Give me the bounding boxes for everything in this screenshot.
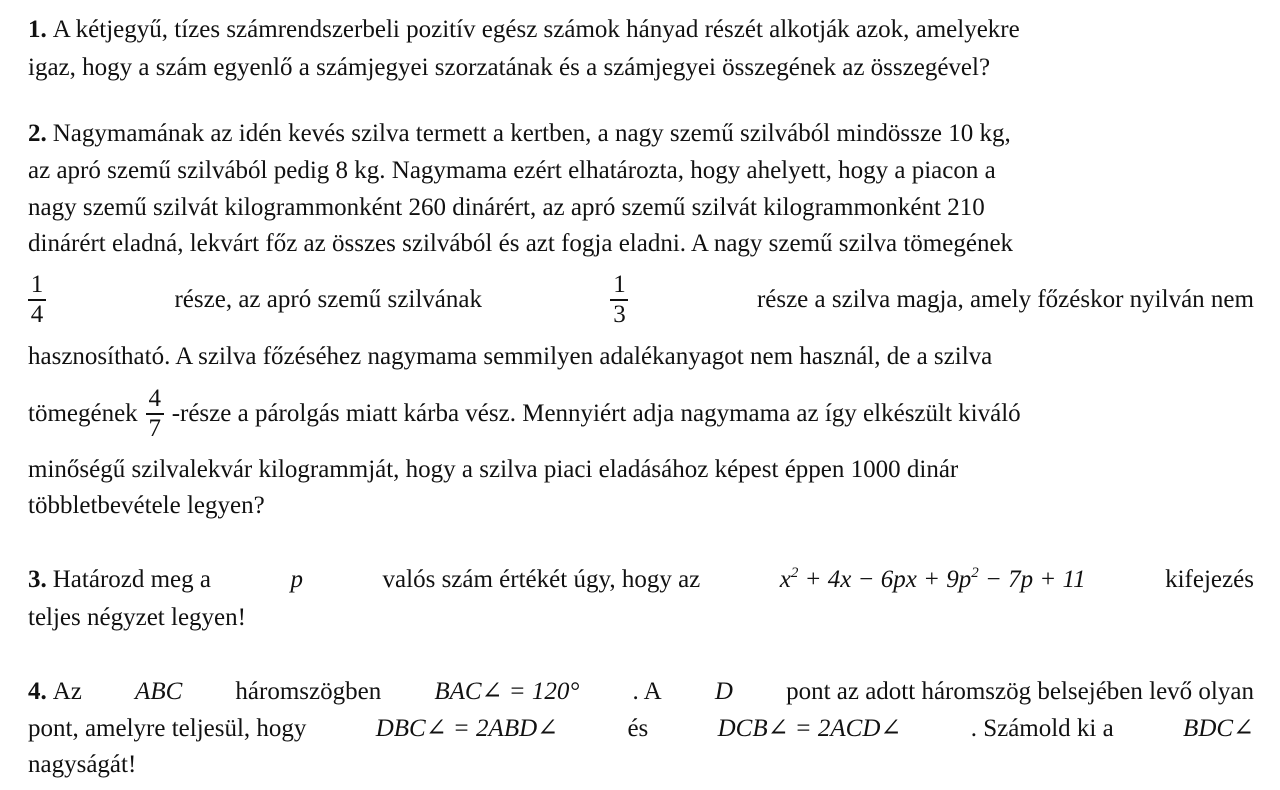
angle-bac: BAC∠ = 120° xyxy=(434,678,580,705)
problem-1-line-1 xyxy=(28,12,1254,48)
angle-bdc: BDC∠ xyxy=(1183,715,1254,742)
problem-4-line-1 xyxy=(28,674,1254,710)
problem-2-text-2: az apró szemű szilvából pedig 8 kg. Nagymama ezért elhatározta, hogy ahelyett, hogy a piacon a xyxy=(28,157,996,184)
problem-2-line-6 xyxy=(28,339,1254,375)
problem-2-text-1: Nagymamának az idén kevés szilva termett a kertben, a nagy szemű szilvából mindössze 10 kg, xyxy=(52,120,1011,147)
problem-2-line-7 xyxy=(28,376,1254,452)
problem-2-text-4: dinárért eladná, lekvárt főz az összes szilvából és azt fogja eladni. A nagy szemű szilva tömegének xyxy=(28,230,1014,257)
problem-4-text-1b: háromszögben xyxy=(235,678,382,705)
problem-2-line-3 xyxy=(28,190,1254,226)
fraction-one-third: $\frac{1}{3}$ xyxy=(610,271,628,329)
problem-2-line-8 xyxy=(28,452,1254,488)
problem-3-text-1b: valós szám értékét úgy, hogy az xyxy=(382,566,701,593)
variable-p: p xyxy=(290,566,304,593)
problem-2-text-9: többletbevétele legyen? xyxy=(28,492,265,519)
problem-2-text-3: nagy szemű szilvát kilogrammonként 260 dinárért, az apró szemű szilvát kilogrammonként 210 xyxy=(28,194,985,221)
problem-3-line-1 xyxy=(28,562,1254,598)
problem-3-text-1a: Határozd meg a xyxy=(52,566,212,593)
problem-4-line-3 xyxy=(28,747,1254,783)
point-d: D xyxy=(714,678,733,705)
problem-2-text-7b: -része a párolgás miatt kárba vész. Mennyiért adja nagymama az így elkészült kiváló xyxy=(171,400,1021,427)
problem-2-text-8: minőségű szilvalekvár kilogrammját, hogy a szilva piaci eladásához képest éppen 1000 dinár xyxy=(28,456,959,483)
problem-2-line-4 xyxy=(28,226,1254,262)
problem-2-text-6: hasznosítható. A szilva főzéséhez nagymama semmilyen adalékanyagot nem használ, de a szilva xyxy=(28,343,993,370)
problem-2-number: 2. xyxy=(28,120,47,147)
problem-1-number: 1. xyxy=(28,16,47,43)
problem-1-text-2: igaz, hogy a szám egyenlő a számjegyei szorzatának és a számjegyei összegének az összegével? xyxy=(28,54,991,81)
problem-4-text-1a: Az xyxy=(52,678,82,705)
equation-dbc: DBC∠ = 2ABD∠ xyxy=(375,715,559,742)
problem-3-number: 3. xyxy=(28,566,47,593)
problem-4-text-2c: . Számold ki a xyxy=(970,715,1114,742)
problem-3-line-2 xyxy=(28,600,1254,636)
problem-3-text-2: teljes négyzet legyen! xyxy=(28,604,246,631)
equation-dcb: DCB∠ = 2ACD∠ xyxy=(717,715,902,742)
problem-4-text-2a: pont, amelyre teljesül, hogy xyxy=(28,715,307,742)
problem-2-text-7a: tömegének xyxy=(28,400,138,427)
problem-2-line-5 xyxy=(28,262,1254,338)
problem-2-text-5a: része, az apró szemű szilvának xyxy=(174,286,482,313)
problem-4-text-3: nagyságát! xyxy=(28,751,137,778)
fraction-one-quarter: $\frac{1}{4}$ xyxy=(28,271,46,329)
quadratic-expression: $x^2 + 4x - 6px + 9p^2 - 7p + 11$ xyxy=(779,565,1086,593)
problem-4-line-2 xyxy=(28,711,1254,747)
triangle-abc: ABC xyxy=(135,678,183,705)
fraction-four-sevenths: $\frac{4}{7}$ xyxy=(146,385,164,443)
problem-1-line-2 xyxy=(28,50,1254,86)
problem-4-text-2b: és xyxy=(627,715,649,742)
problem-4-text-1d: pont az adott háromszög belsejében levő olyan xyxy=(786,678,1254,705)
problem-1-text-1: A kétjegyű, tízes számrendszerbeli pozitív egész számok hányad részét alkotják azok, amelyekre xyxy=(52,16,1020,43)
problem-4-text-1c: . A xyxy=(632,678,662,705)
problem-3-text-1c: kifejezés xyxy=(1165,566,1254,593)
problem-2-line-9 xyxy=(28,488,1254,524)
problem-2-text-5b: része a szilva magja, amely főzéskor nyilván nem xyxy=(756,286,1254,313)
problem-2-line-1 xyxy=(28,116,1254,152)
problem-4-number: 4. xyxy=(28,678,47,705)
problem-2-line-2 xyxy=(28,153,1254,189)
